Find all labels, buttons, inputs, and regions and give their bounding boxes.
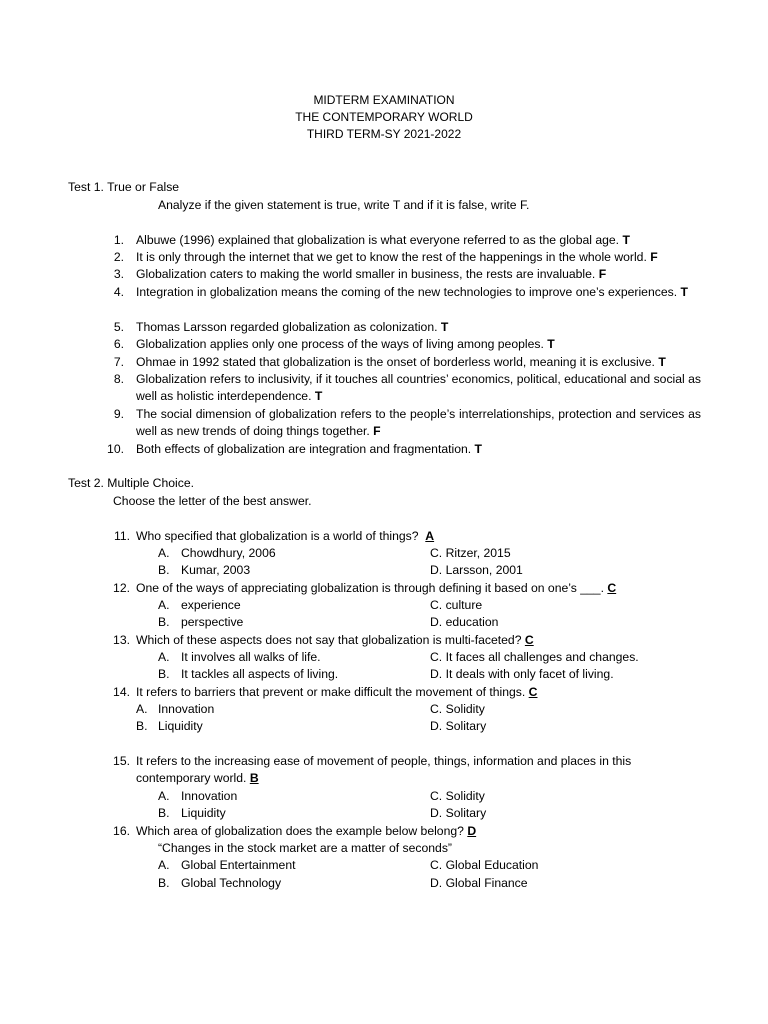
option-a: Chowdhury, 2006: [181, 546, 276, 560]
option-b: perspective: [181, 615, 244, 629]
answer: T: [658, 355, 666, 369]
exam-page: MIDTERM EXAMINATION THE CONTEMPORARY WORLD THIRD TERM-SY 2021-2022 Test 1. True or False Analyze if the given statement is true, write T and if it is false, write F. 1. Albuwe (1996) explained that globalization is what everyone referred to as the global age. T 2. It is only through the internet that we get to know the rest of the happenings in the whole world. F 3. Globalization caters to making the world smaller in business, the rests are invaluable. F 4. Integration in globalization means the coming of the new technologies to improve one’s experiences. T 5. Thomas Larsson regarded globalization as colonization. T 6. Globalization applies only one process of the ways of living among peoples. T 7. Ohmae in 1992 stated that globalization is the onset of borderless world, meaning it is exclusive. T 8. Globalization refers to inclusivity, if it touches all countries’ economics, political, educational and social as well as holistic interdependence. T 9. The social dimension of globalization refers to the people’s interrelationships, protection and services as well as new trends of doing things together. F 10. Both effects of globalization are integration and fragmentation. T Test 2. Multiple Choice. Choose the letter of the best answer. 11. Who specified that globalization is a world of things? A A. Chowdhury, 2006 B. Kumar, 2003 C. Ritzer, 2015 D. Larsson, 2001 12. One of the ways of appreciating globalization is through defining it based on one’s ___. C A. experience B. perspective C. culture D. education 13. Which of these aspects does not say that globalization is multi-faceted? C A. It involves all walks of life. B. It tackles all aspects of living. C. It faces all challenges and changes. D. It deals with only facet of living. 14. It refers to barriers that prevent or make difficult the movement of things. C A. Innovation B. Liquidity C. Solidity D. Solitary 15. It refers to the increasing ease of movement of people, things, information and places in this contemporary world. B A. Innovation B. Liquidity C. Solidity D. Solitary 16. Which area of globalization does the example below belong? D “Changes in the stock market are a matter of seconds” A. Global Entertainment B. Global Technology C. Global Education D. Global Finance: [0, 0, 768, 1024]
answer: C: [524, 633, 534, 647]
option-c: C. Ritzer, 2015: [430, 546, 511, 560]
term-title: THIRD TERM-SY 2021-2022: [306, 127, 462, 141]
option-a: Innovation: [158, 702, 215, 716]
option-b: It tackles all aspects of living.: [181, 667, 339, 681]
answer: F: [650, 250, 658, 264]
option-a: experience: [181, 598, 241, 612]
test1-title: Test 1. True or False: [68, 180, 180, 194]
answer: A: [425, 529, 435, 543]
option-d: D. Solitary: [430, 719, 487, 733]
answer: C: [607, 581, 617, 595]
option-b: Global Technology: [181, 876, 282, 890]
option-c: C. Global Education: [430, 858, 539, 872]
option-b: Kumar, 2003: [181, 563, 251, 577]
option-b: Liquidity: [158, 719, 203, 733]
answer: T: [440, 320, 449, 334]
course-title: THE CONTEMPORARY WORLD: [295, 110, 473, 124]
option-a: Global Entertainment: [181, 858, 296, 872]
answer: F: [598, 267, 607, 281]
option-d: D. Larsson, 2001: [430, 563, 523, 577]
option-c: C. It faces all challenges and changes.: [430, 650, 639, 664]
test1-instruction: Analyze if the given statement is true, write T and if it is false, write F.: [158, 198, 530, 212]
example-quote: “Changes in the stock market are a matter of seconds”: [158, 841, 452, 855]
answer: T: [314, 389, 323, 403]
answer: B: [249, 771, 259, 785]
answer: C: [528, 685, 538, 699]
option-d: D. Solitary: [430, 806, 487, 820]
answer: T: [680, 285, 688, 299]
answer: F: [373, 424, 381, 438]
option-d: D. It deals with only facet of living.: [430, 667, 614, 681]
option-d: D. Global Finance: [430, 876, 528, 890]
answer: T: [474, 442, 482, 456]
exam-title: MIDTERM EXAMINATION: [313, 93, 455, 107]
option-b: Liquidity: [181, 806, 226, 820]
option-a: It involves all walks of life.: [181, 650, 321, 664]
test2-title: Test 2. Multiple Choice.: [68, 476, 194, 490]
option-a: Innovation: [181, 789, 238, 803]
option-c: C. Solidity: [430, 702, 485, 716]
option-d: D. education: [430, 615, 499, 629]
option-c: C. culture: [430, 598, 483, 612]
answer: D: [467, 824, 477, 838]
answer: T: [547, 337, 555, 351]
option-c: C. Solidity: [430, 789, 485, 803]
answer: T: [622, 233, 630, 247]
test2-instruction: Choose the letter of the best answer.: [113, 494, 312, 508]
